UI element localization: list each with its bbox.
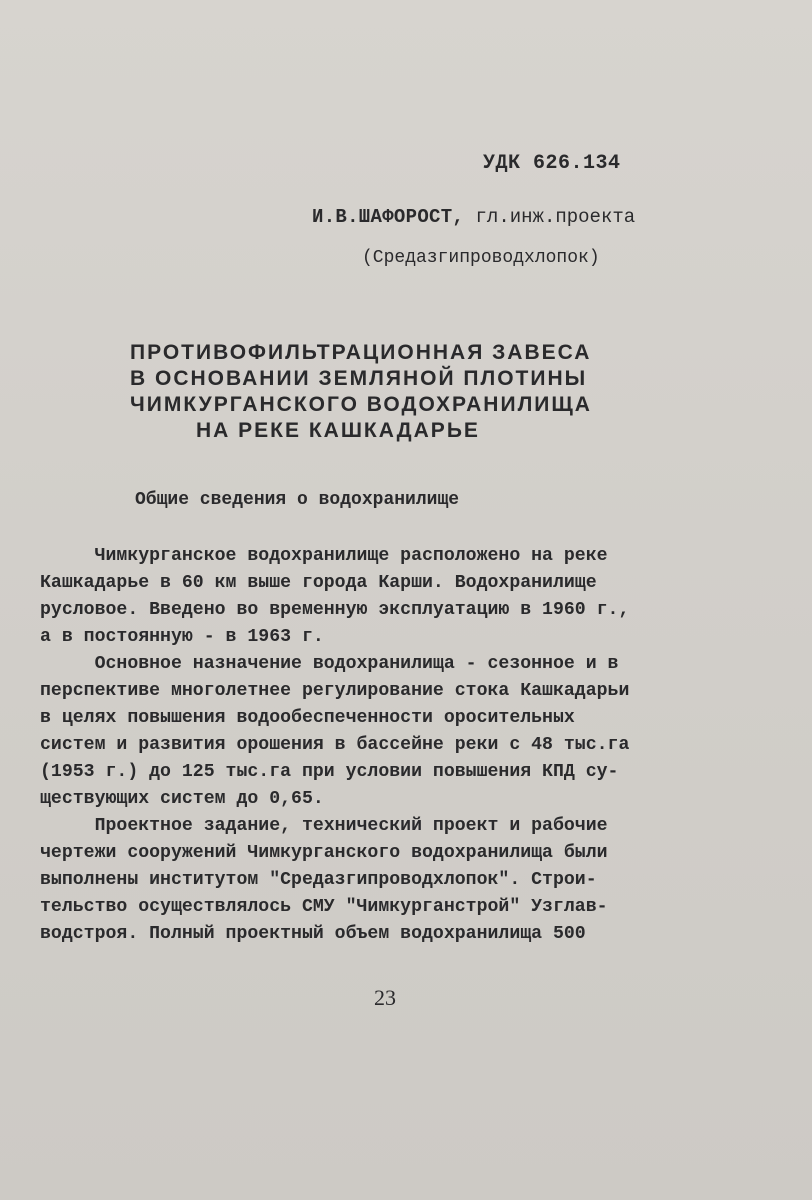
article-title (130, 340, 592, 444)
section-heading: Общие сведения о водохранилище (135, 490, 460, 510)
author-name: И.В.ШАФОРОСТ, (312, 206, 465, 228)
text-line: а в постоянную - в 1963 г. (40, 627, 324, 647)
author-line (312, 206, 635, 228)
title-line: ПРОТИВОФИЛЬТРАЦИОННАЯ ЗАВЕСА (130, 341, 592, 364)
text-line: ществующих систем до 0,65. (40, 789, 324, 809)
text-line: Проектное задание, технический проект и рабочие (40, 816, 608, 836)
page-number: 23 (374, 985, 396, 1010)
text-line: Чимкурганское водохранилище расположено на реке (40, 546, 608, 566)
title-line: ЧИМКУРГАНСКОГО ВОДОХРАНИЛИЩА (130, 393, 592, 416)
title-line: В ОСНОВАНИИ ЗЕМЛЯНОЙ ПЛОТИНЫ (130, 367, 588, 390)
text-line: Основное назначение водохранилища - сезонное и в (40, 654, 619, 674)
text-line: чертежи сооружений Чимкурганского водохранилища были (40, 843, 608, 863)
text-line: выполнены институтом "Средазгипроводхлопок". Строи- (40, 870, 597, 890)
author-position: гл.инж.проекта (475, 206, 636, 228)
text-line: водстроя. Полный проектный объем водохранилища 500 (40, 924, 586, 944)
text-line: русловое. Введено во временную эксплуатацию в 1960 г., (40, 600, 630, 620)
organization: (Средазгипроводхлопок) (362, 248, 600, 268)
text-line: систем и развития орошения в бассейне реки с 48 тыс.га (40, 735, 630, 755)
text-line: Кашкадарье в 60 км выше города Карши. Водохранилище (40, 573, 597, 593)
udc-code: УДК 626.134 (483, 152, 621, 175)
title-line: НА РЕКЕ КАШКАДАРЬЕ (196, 419, 480, 442)
text-line: в целях повышения водообеспеченности оросительных (40, 708, 575, 728)
text-line: тельство осуществлялось СМУ "Чимкурганстрой" Узглав- (40, 897, 608, 917)
body-text (40, 543, 740, 948)
text-line: перспективе многолетнее регулирование стока Кашкадарьи (40, 681, 630, 701)
text-line: (1953 г.) до 125 тыс.га при условии повышения КПД су- (40, 762, 619, 782)
